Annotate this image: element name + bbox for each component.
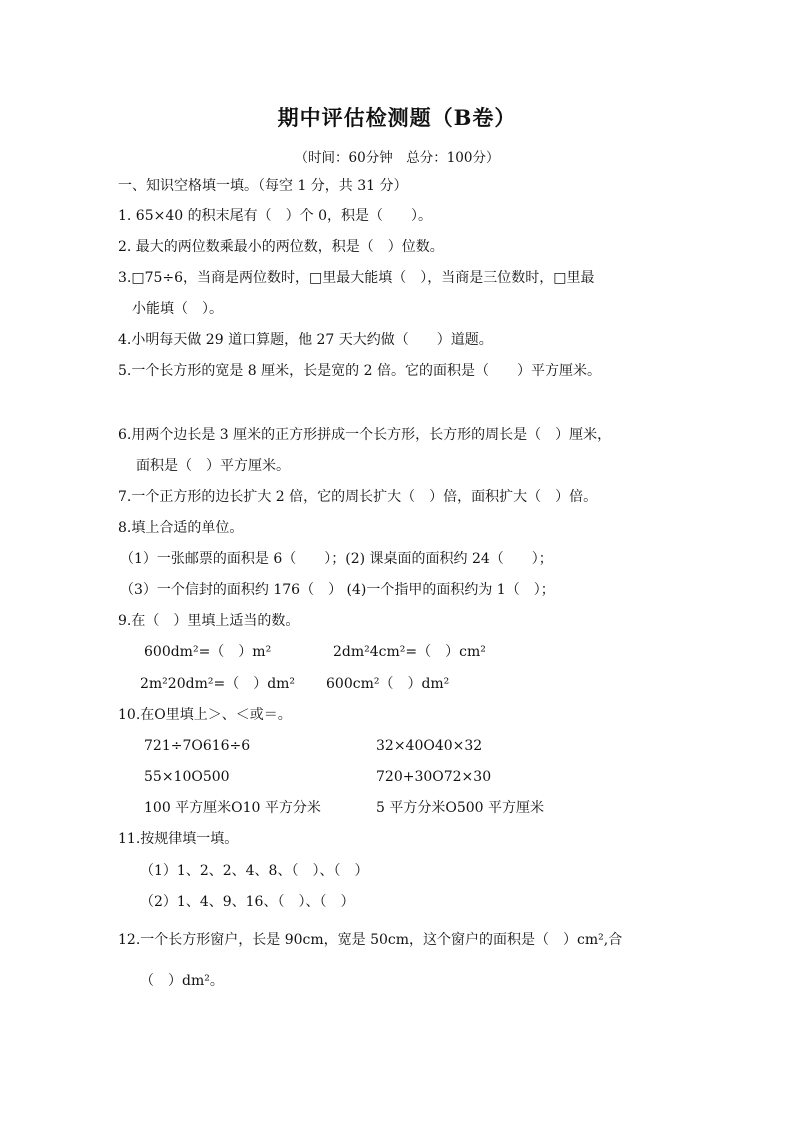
question-10: 10.在O里填上＞、＜或＝。 bbox=[118, 707, 292, 723]
question-10-item: 100 平方厘米O10 平方分米 bbox=[144, 800, 321, 816]
question-9-item: 2m²20dm²=（ ）dm² bbox=[140, 676, 296, 692]
question-4: 4.小明每天做 29 道口算题，他 27 天大约做（ ）道题。 bbox=[118, 332, 493, 348]
question-8-part-2: （3）一个信封的面积约 176（ ） (4)一个指甲的面积约为 1（ ）； bbox=[120, 582, 555, 598]
question-9: 9.在（ ）里填上适当的数。 bbox=[118, 613, 300, 629]
question-11-part-2: （2）1、4、9、16、（ ）、（ ） bbox=[140, 894, 355, 910]
page-title: 期中评估检测题（B卷） bbox=[277, 105, 517, 130]
question-5: 5.一个长方形的宽是 8 厘米，长是宽的 2 倍。它的面积是（ ）平方厘米。 bbox=[118, 363, 601, 379]
question-10-item: 721÷7O616÷6 bbox=[144, 738, 251, 754]
question-7: 7.一个正方形的边长扩大 2 倍，它的周长扩大（ ）倍，面积扩大（ ）倍。 bbox=[118, 489, 598, 505]
question-3-continued: 小能填（ ）。 bbox=[132, 301, 223, 317]
question-6: 6.用两个边长是 3 厘米的正方形拼成一个长方形，长方形的周长是（ ）厘米， bbox=[118, 427, 612, 443]
question-11-part-1: （1）1、2、2、4、8、（ ）、（ ） bbox=[140, 863, 369, 879]
question-6-continued: 面积是（ ）平方厘米。 bbox=[136, 458, 290, 474]
question-9-item: 600dm²=（ ）m² bbox=[144, 644, 272, 660]
section-heading: 一、知识空格填一填。（每空 1 分，共 31 分） bbox=[118, 178, 408, 194]
question-8-part-1: （1）一张邮票的面积是 6（ ）；(2) 课桌面的面积约 24（ ）； bbox=[120, 551, 553, 567]
question-11: 11.按规律填一填。 bbox=[118, 831, 239, 847]
question-10-item: 32×40O40×32 bbox=[376, 738, 483, 754]
question-10-item: 5 平方分米O500 平方厘米 bbox=[376, 800, 545, 816]
question-2: 2. 最大的两位数乘最小的两位数，积是（ ）位数。 bbox=[118, 239, 444, 255]
question-12: 12.一个长方形窗户，长是 90cm，宽是 50cm，这个窗户的面积是（ ）cm²,合 bbox=[118, 932, 623, 948]
question-10-item: 720+30O72×30 bbox=[376, 769, 492, 785]
question-8: 8.填上合适的单位。 bbox=[118, 520, 244, 536]
question-3: 3.□75÷6，当商是两位数时，□里最大能填（ ），当商是三位数时，□里最 bbox=[118, 270, 595, 286]
question-12-continued: （ ）dm²。 bbox=[140, 973, 224, 989]
exam-info: （时间：60分钟 总分：100分） bbox=[294, 150, 500, 166]
question-10-item: 55×10O500 bbox=[144, 769, 230, 785]
question-9-item: 600cm²（ ）dm² bbox=[326, 676, 450, 692]
question-1: 1. 65×40 的积末尾有（ ）个 0，积是（ ）。 bbox=[118, 208, 432, 224]
question-9-item: 2dm²4cm²=（ ）cm² bbox=[333, 644, 486, 660]
